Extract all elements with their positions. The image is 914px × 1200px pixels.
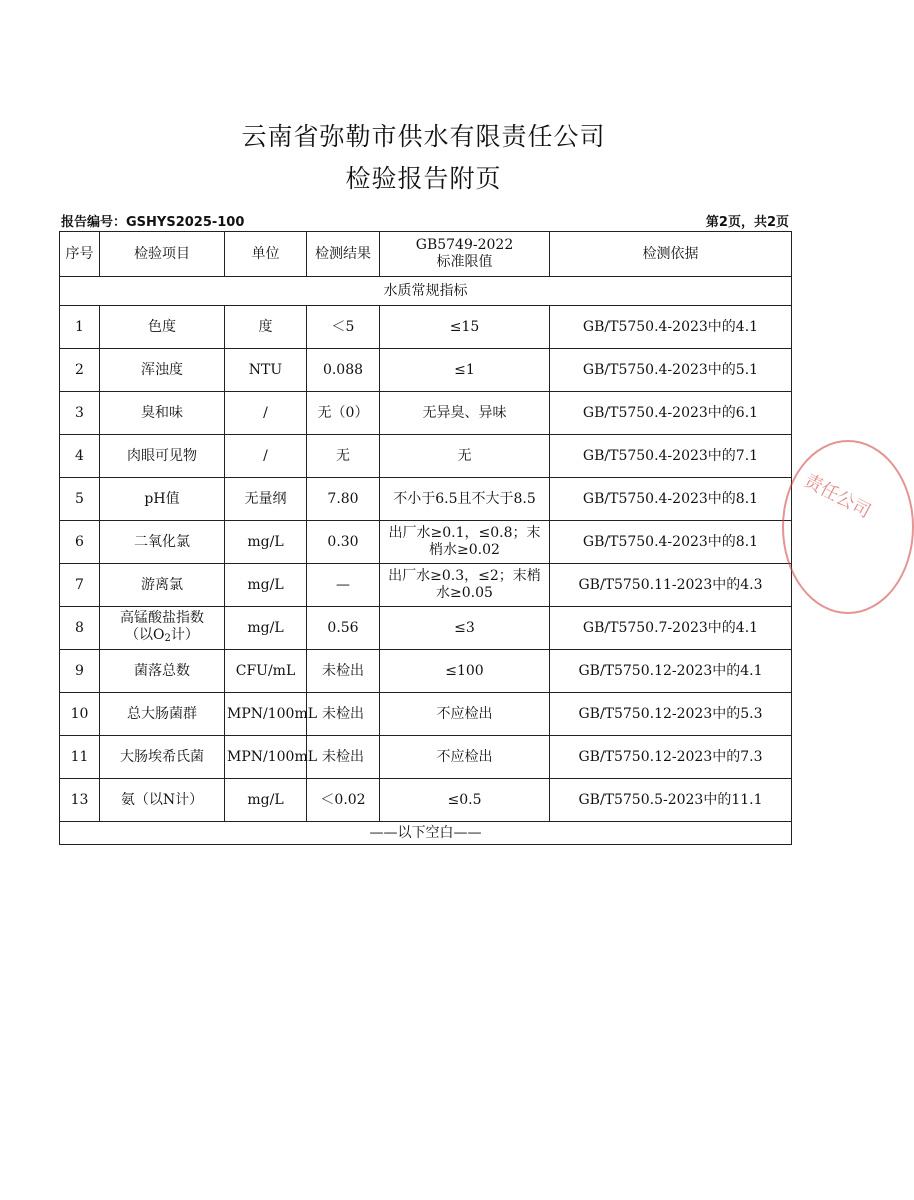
cell-result: — [307, 564, 380, 607]
cell-no: 7 [60, 564, 100, 607]
cell-result: 0.088 [307, 349, 380, 392]
cell-limit: 无 [380, 435, 550, 478]
cell-item: 氨（以N计） [100, 779, 225, 822]
cell-unit: mg/L [225, 607, 307, 650]
cell-no: 3 [60, 392, 100, 435]
cell-no: 8 [60, 607, 100, 650]
cell-item: 总大肠菌群 [100, 693, 225, 736]
cell-result: 无 [307, 435, 380, 478]
cell-unit: mg/L [225, 564, 307, 607]
cell-no: 5 [60, 478, 100, 521]
cell-limit: 出厂水≥0.3，≤2；末梢水≥0.05 [380, 564, 550, 607]
cell-result: ＜5 [307, 306, 380, 349]
company-title: 云南省弥勒市供水有限责任公司 [241, 122, 606, 151]
cell-method: GB/T5750.4-2023中的5.1 [550, 349, 792, 392]
cell-unit: NTU [225, 349, 307, 392]
cell-item: 肉眼可见物 [100, 435, 225, 478]
cell-result: 无（0） [307, 392, 380, 435]
cell-result: 未检出 [307, 650, 380, 693]
cell-method: GB/T5750.7-2023中的4.1 [550, 607, 792, 650]
table-row [60, 736, 792, 779]
cell-limit: ≤100 [380, 650, 550, 693]
cell-limit: 不小于6.5且不大于8.5 [380, 478, 550, 521]
document-title: 检验报告附页 [345, 164, 502, 193]
cell-item: 大肠埃希氏菌 [100, 736, 225, 779]
cell-unit: MPN/100mL [225, 736, 307, 779]
cell-result: 0.30 [307, 521, 380, 564]
cell-unit: 度 [225, 306, 307, 349]
cell-unit: / [225, 435, 307, 478]
cell-result: 未检出 [307, 736, 380, 779]
cell-result: 未检出 [307, 693, 380, 736]
report-number: 报告编号：GSHYS2025-100 [61, 215, 245, 230]
cell-result: ＜0.02 [307, 779, 380, 822]
cell-item: 臭和味 [100, 392, 225, 435]
table-row [60, 607, 792, 650]
col-header-result: 检测结果 [307, 232, 380, 277]
table-row [60, 564, 792, 607]
cell-limit: ≤0.5 [380, 779, 550, 822]
cell-method: GB/T5750.4-2023中的4.1 [550, 306, 792, 349]
cell-unit: / [225, 392, 307, 435]
cell-method: GB/T5750.4-2023中的8.1 [550, 478, 792, 521]
table-row [60, 392, 792, 435]
col-header-limit: GB5749-2022 标准限值 [380, 232, 550, 277]
cell-unit: 无量纲 [225, 478, 307, 521]
cell-method: GB/T5750.12-2023中的7.3 [550, 736, 792, 779]
table-row [60, 435, 792, 478]
footer-row [60, 822, 792, 845]
cell-limit: ≤3 [380, 607, 550, 650]
cell-limit: ≤1 [380, 349, 550, 392]
cell-item: 游离氯 [100, 564, 225, 607]
table-row [60, 650, 792, 693]
cell-method: GB/T5750.12-2023中的5.3 [550, 693, 792, 736]
table-row [60, 779, 792, 822]
cell-item: 二氧化氯 [100, 521, 225, 564]
cell-item: 色度 [100, 306, 225, 349]
seal-text: 责任公司 [800, 470, 875, 523]
cell-result: 0.56 [307, 607, 380, 650]
cell-no: 10 [60, 693, 100, 736]
cell-method: GB/T5750.4-2023中的7.1 [550, 435, 792, 478]
cell-method: GB/T5750.5-2023中的11.1 [550, 779, 792, 822]
cell-limit: ≤15 [380, 306, 550, 349]
cell-no: 9 [60, 650, 100, 693]
page-info: 第2页，共2页 [705, 215, 789, 230]
cell-no: 13 [60, 779, 100, 822]
blank-below-note: ——以下空白—— [60, 822, 792, 845]
cell-no: 2 [60, 349, 100, 392]
cell-limit: 不应检出 [380, 693, 550, 736]
cell-limit: 无异臭、异味 [380, 392, 550, 435]
table-row [60, 349, 792, 392]
cell-unit: MPN/100mL [225, 693, 307, 736]
table-row [60, 521, 792, 564]
col-header-item: 检验项目 [100, 232, 225, 277]
section-row [60, 277, 792, 306]
cell-unit: mg/L [225, 779, 307, 822]
table-header-row [60, 232, 792, 277]
cell-item: 菌落总数 [100, 650, 225, 693]
cell-no: 6 [60, 521, 100, 564]
cell-item-sub-post: 计） [170, 626, 199, 643]
cell-item-sub-pre: （以O [125, 626, 165, 643]
cell-item-subscript: 2 [164, 632, 171, 644]
cell-no: 4 [60, 435, 100, 478]
results-table [59, 231, 792, 845]
cell-no: 11 [60, 736, 100, 779]
cell-item [100, 607, 225, 650]
cell-method: GB/T5750.12-2023中的4.1 [550, 650, 792, 693]
cell-item: 浑浊度 [100, 349, 225, 392]
cell-result: 7.80 [307, 478, 380, 521]
section-title: 水质常规指标 [60, 277, 792, 306]
col-header-no: 序号 [60, 232, 100, 277]
col-header-method: 检测依据 [550, 232, 792, 277]
cell-unit: CFU/mL [225, 650, 307, 693]
cell-item: pH值 [100, 478, 225, 521]
cell-no: 1 [60, 306, 100, 349]
company-seal [782, 440, 914, 614]
cell-item-text: 高锰酸盐指数 [120, 609, 204, 626]
cell-method: GB/T5750.4-2023中的6.1 [550, 392, 792, 435]
table-row [60, 306, 792, 349]
col-header-unit: 单位 [225, 232, 307, 277]
cell-unit: mg/L [225, 521, 307, 564]
cell-method: GB/T5750.11-2023中的4.3 [550, 564, 792, 607]
cell-method: GB/T5750.4-2023中的8.1 [550, 521, 792, 564]
cell-limit: 不应检出 [380, 736, 550, 779]
cell-limit: 出厂水≥0.1，≤0.8；末梢水≥0.02 [380, 521, 550, 564]
table-row [60, 478, 792, 521]
table-row [60, 693, 792, 736]
